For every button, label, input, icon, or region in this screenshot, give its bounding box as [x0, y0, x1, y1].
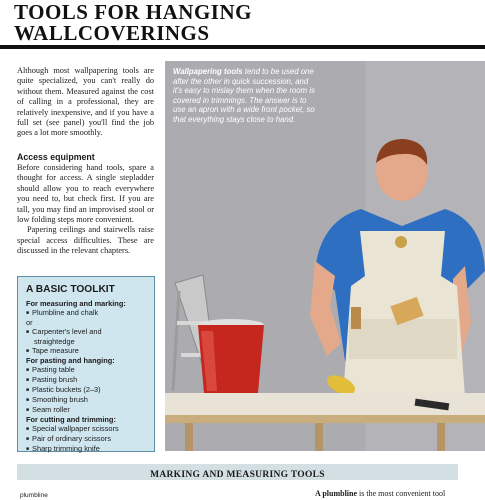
toolkit-item: ■ Special wallpaper scissors: [26, 424, 148, 434]
toolkit-subheading: For cutting and trimming:: [26, 415, 116, 424]
toolkit-item: ■ Pasting table: [26, 365, 148, 375]
toolkit-item: ■ Pair of ordinary scissors: [26, 434, 148, 444]
access-text: [17, 163, 154, 257]
toolkit-subheading: For measuring and marking:: [26, 299, 126, 308]
plumbline-bold: A plumbline: [315, 489, 358, 498]
title-line-1: TOOLS FOR HANGING: [14, 0, 252, 24]
access-paragraph-2: Papering ceilings and stairwells raise special access difficulties. These are discussed in the relevant chapters.: [17, 225, 154, 256]
page-title: [14, 2, 474, 44]
toolkit-item: ■ Plumbline and chalk: [26, 308, 148, 318]
photo-caption: [173, 67, 318, 125]
toolkit-item: ■ Pasting brush: [26, 375, 148, 385]
section-header: [17, 464, 458, 480]
toolkit-item: ■ Seam roller: [26, 405, 148, 415]
caption-text: tend to be used one after the other in quick succession, and it's easy to mislay them when the room is covered in trimmings. The answer is to use an apron with a wide front pocket, so that everything stays close to hand.: [173, 67, 315, 124]
title-line-2: WALLCOVERINGS: [14, 21, 210, 45]
toolkit-item: ■ Plastic buckets (2–3): [26, 385, 148, 395]
toolkit-panel: [17, 276, 155, 452]
plumbline-text: [315, 489, 480, 498]
caption-bold: Wallpapering tools: [173, 67, 243, 76]
toolkit-item: or: [26, 318, 33, 327]
toolkit-item: ■ Tape measure: [26, 346, 148, 356]
toolkit-list: [26, 299, 148, 454]
bucket-icon: [198, 319, 264, 393]
toolkit-item: ■ Sharp trimming knife: [26, 444, 148, 454]
toolkit-item: straightedge: [34, 337, 75, 346]
section-title: MARKING AND MEASURING TOOLS: [150, 470, 325, 480]
title-rule: [0, 45, 485, 49]
access-heading: Access equipment: [17, 152, 95, 162]
access-paragraph-1: Before considering hand tools, spare a thought for access. A single stepladder should allow you to reach everywhere you need to, but check first. If you are tall, you may find an improvised stool or low folding steps more convenient.: [17, 163, 154, 225]
intro-paragraph: Although most wallpapering tools are quite specialized, you can't really do without them. Measured against the cost of calling in a professional, they are relatively inexpensive, and if you have a full set (see panel) you'll find the job goes a lot more smoothly.: [17, 66, 154, 138]
toolkit-title: A BASIC TOOLKIT: [26, 284, 115, 295]
toolkit-subheading: For pasting and hanging:: [26, 356, 115, 365]
plumbline-rest: is the most convenient tool: [357, 489, 446, 498]
toolkit-item: ■ Smoothing brush: [26, 395, 148, 405]
toolkit-item: ■ Carpenter's level and: [26, 327, 148, 337]
plumbline-label: plumbline: [20, 492, 48, 499]
wallpapering-photo: [165, 61, 485, 451]
